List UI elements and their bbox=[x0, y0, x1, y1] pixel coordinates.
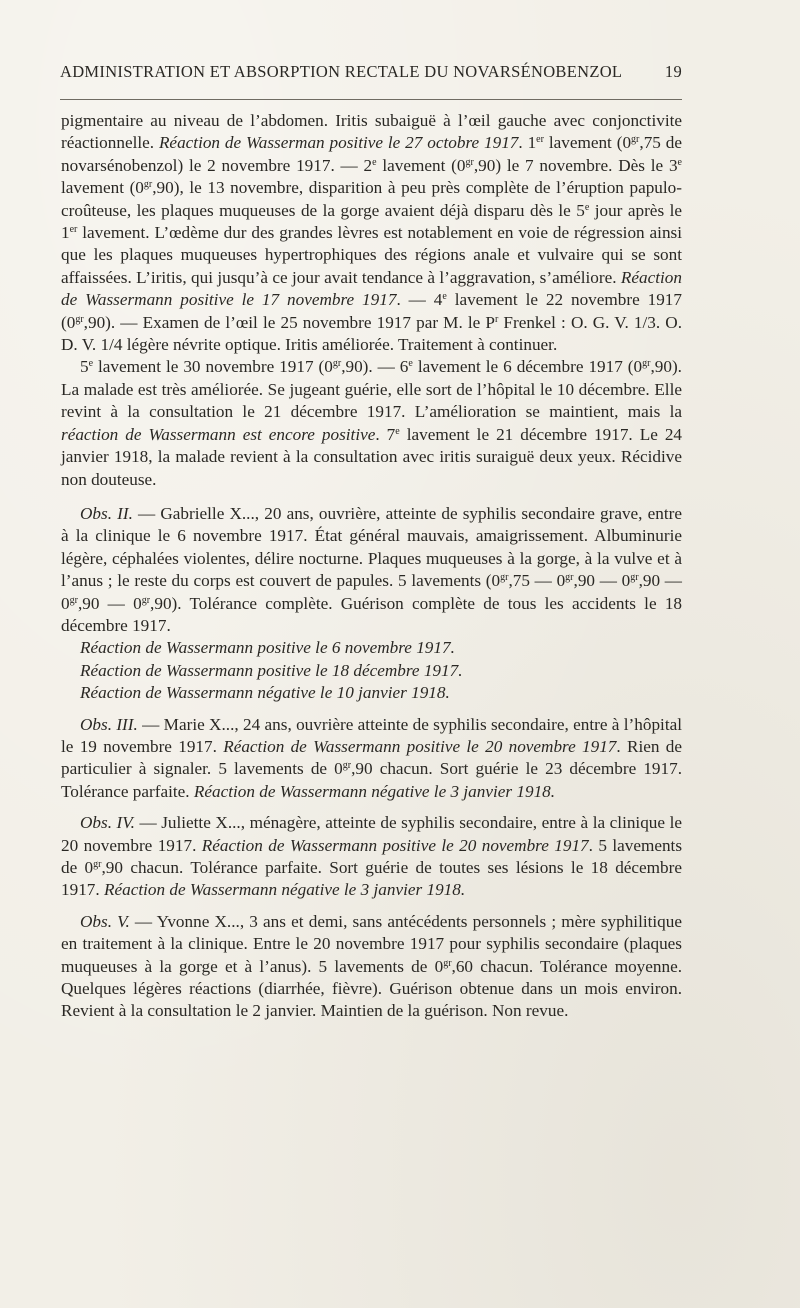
paragraph-followup bbox=[61, 356, 682, 490]
text-run: ,90). La malade est très améliorée. Se jugeant guérie, elle sort de l’hôpital le 10 décembre. Elle revint à la consultation le 21 décembre 1917. L’amélioration se maintient, mais la bbox=[61, 357, 682, 422]
wassermann-result-1: Réaction de Wassermann positive le 6 novembre 1917. bbox=[80, 638, 455, 658]
italic-text: Réaction de Wassermann négative le 3 janvier 1918. bbox=[193, 781, 556, 801]
body-text bbox=[61, 110, 682, 1023]
observation-4 bbox=[61, 812, 682, 902]
superscript-abbrev: gr bbox=[93, 859, 102, 870]
superscript-abbrev: gr bbox=[443, 957, 452, 969]
text-run: ,90). Tolérance complète. Guérison complète de tous les accidents le 18 décembre 1917. bbox=[61, 593, 683, 635]
superscript-abbrev: gr bbox=[642, 358, 651, 370]
superscript-abbrev: gr bbox=[631, 134, 640, 146]
superscript-abbrev: gr bbox=[630, 572, 639, 584]
text-run: ,90 — 0 bbox=[61, 571, 682, 613]
superscript-abbrev: e bbox=[395, 425, 400, 437]
observation-label: Obs. II. bbox=[80, 503, 133, 523]
paragraph-case-continuation bbox=[61, 110, 682, 356]
wassermann-result-2: Réaction de Wassermann positive le 18 décembre 1917. bbox=[80, 660, 463, 680]
text-run: ,90 — 0 bbox=[77, 593, 142, 613]
text-run: lavement le 22 novembre 1917 (0 bbox=[61, 290, 682, 332]
superscript-abbrev: er bbox=[69, 224, 78, 236]
text-run: ,60 chacun. Tolérance moyenne. Quelques légères réactions (diarrhée, fièvre). Guérison obtenue dans un mois environ. Revient à la consultation le 2 janvier. Maintien de la guérison. Non revue. bbox=[61, 956, 683, 1021]
superscript-abbrev: er bbox=[536, 134, 544, 146]
superscript-abbrev: gr bbox=[565, 572, 574, 584]
text-run: ,90 — 0 bbox=[573, 571, 631, 591]
superscript-abbrev: gr bbox=[141, 594, 151, 606]
observation-5 bbox=[61, 911, 682, 1023]
text-run: ,90) le 7 novembre. Dès le 3 bbox=[473, 155, 678, 175]
text-run: lavement (0 bbox=[543, 133, 632, 153]
text-run: lavement le 21 décembre 1917. Le 24 janvier 1918, la malade revient à la consultation avec iritis suraiguë deux yeux. Récidive non douteuse. bbox=[61, 424, 683, 489]
observation-label: Obs. IV. bbox=[80, 813, 135, 833]
text-run: ,90), le 13 novembre, disparition à peu près complète de l’éruption papulo-croûteuse, les plaques muqueuses de la gorge avaient déjà disparu dès le 5 bbox=[61, 178, 682, 220]
text-run: lavement (0 bbox=[61, 178, 144, 198]
text-run: — Marie X..., 24 ans, ouvrière atteinte de syphilis secondaire, entre à l’hôpital le 19 novembre 1917. bbox=[61, 714, 683, 756]
text-run: jour après le 1 bbox=[61, 200, 682, 243]
text-run: ,75 de novarsénobenzol) le 2 novembre 1917. — 2 bbox=[61, 133, 682, 175]
italic-text: Réaction de Wassermann positive le 20 novembre 1917 bbox=[223, 736, 617, 756]
text-run: pigmentaire au niveau de l’abdomen. Iritis subaiguë à l’œil gauche avec conjonctivite réactionnelle. bbox=[61, 111, 682, 153]
text-run: . — 4 bbox=[396, 290, 443, 310]
superscript-abbrev: gr bbox=[342, 760, 352, 772]
text-run: ,75 — 0 bbox=[508, 571, 566, 591]
superscript-abbrev: r bbox=[494, 313, 499, 325]
text-run: Frenkel : O. G. V. 1/3. O. D. V. 1/4 légère névrite optique. Iritis améliorée. Traitement à continuer. bbox=[61, 312, 682, 355]
running-header bbox=[60, 62, 682, 82]
observation-label: Obs. III. bbox=[80, 714, 138, 734]
text-run: ,90 chacun. Sort guérie le 23 décembre 1917. Tolérance parfaite. bbox=[61, 759, 682, 801]
text-run: lavement le 30 novembre 1917 (0 bbox=[93, 357, 333, 377]
superscript-abbrev: e bbox=[408, 358, 413, 370]
text-run: . Rien de particulier à signaler. 5 lavements de 0 bbox=[61, 736, 682, 779]
observation-3 bbox=[61, 714, 682, 804]
superscript-abbrev: gr bbox=[75, 313, 84, 325]
running-title: ADMINISTRATION ET ABSORPTION RECTALE DU NOVARSÉNOBENZOL bbox=[60, 62, 623, 81]
text-run: lavement (0 bbox=[376, 155, 466, 175]
superscript-abbrev: e bbox=[442, 291, 447, 303]
italic-text: Réaction de Wassermann négative le 3 janvier 1918. bbox=[103, 880, 466, 900]
text-run: ,90 chacun. Tolérance parfaite. Sort guérie de toutes ses lésions le 18 décembre 1917. bbox=[61, 858, 682, 900]
observation-2 bbox=[61, 503, 682, 637]
superscript-abbrev: gr bbox=[69, 594, 78, 606]
italic-text: Réaction de Wasserman positive le 27 octobre 1917 bbox=[158, 133, 519, 153]
text-run: — Yvonne X..., 3 ans et demi, sans antécédents personnels ; mère syphilitique en traitement à la clinique. Entre le 20 novembre 1917 pour syphilis secondaire (plaques muqueuses à la gorge et à l’anus). 5 lavements de 0 bbox=[61, 911, 682, 976]
text-run: ,90). — Examen de l’œil le 25 novembre 1917 par M. le P bbox=[83, 312, 495, 332]
superscript-abbrev: e bbox=[372, 156, 377, 168]
superscript-abbrev: gr bbox=[500, 572, 509, 584]
text-run: — Juliette X..., ménagère, atteinte de syphilis secondaire, entre à la clinique le 20 novembre 1917. bbox=[61, 813, 682, 855]
superscript-abbrev: gr bbox=[143, 179, 153, 191]
text-run: ,90). — 6 bbox=[341, 357, 409, 377]
text-run: . 1 bbox=[518, 133, 537, 153]
superscript-abbrev: gr bbox=[465, 156, 474, 168]
superscript-abbrev: gr bbox=[332, 358, 342, 370]
superscript-abbrev: e bbox=[88, 358, 94, 370]
text-run: lavement. L’œdème dur des grandes lèvres est notablement en voie de régression ainsi que les plaques muqueuses hypertrophiques des régions anale et vulvaire qui se sont affaissées. L’iritis, qui jusqu’à ce jour avait tendance à l’aggravation, s’améliore. bbox=[61, 223, 682, 287]
italic-text: réaction de Wassermann est encore positive bbox=[61, 424, 376, 444]
text-run: . 5 lavements de 0 bbox=[61, 835, 683, 877]
page-number: 19 bbox=[664, 62, 682, 81]
observation-label: Obs. V. bbox=[80, 911, 130, 931]
superscript-abbrev: e bbox=[677, 156, 682, 168]
text-run: — Gabrielle X..., 20 ans, ouvrière, atteinte de syphilis secondaire grave, entre à la clinique le 6 novembre 1917. État général mauvais, amaigrissement. Albuminurie légère, céphalées violentes, délire nocturne. Plaques muqueuses à la gorge, à la vulve et à l’anus ; le reste du corps est couvert de papules. 5 lavements (0 bbox=[61, 503, 682, 591]
italic-text: Réaction de Wassermann positive le 17 novembre 1917 bbox=[61, 267, 682, 310]
text-run: 5 bbox=[80, 357, 89, 377]
superscript-abbrev: e bbox=[584, 201, 590, 213]
wassermann-result-3: Réaction de Wassermann négative le 10 janvier 1918. bbox=[80, 683, 450, 703]
header-rule bbox=[60, 99, 682, 100]
italic-text: Réaction de Wassermann positive le 20 novembre 1917 bbox=[201, 835, 589, 855]
text-run: . 7 bbox=[375, 424, 396, 444]
text-run: lavement le 6 décembre 1917 (0 bbox=[412, 357, 643, 377]
